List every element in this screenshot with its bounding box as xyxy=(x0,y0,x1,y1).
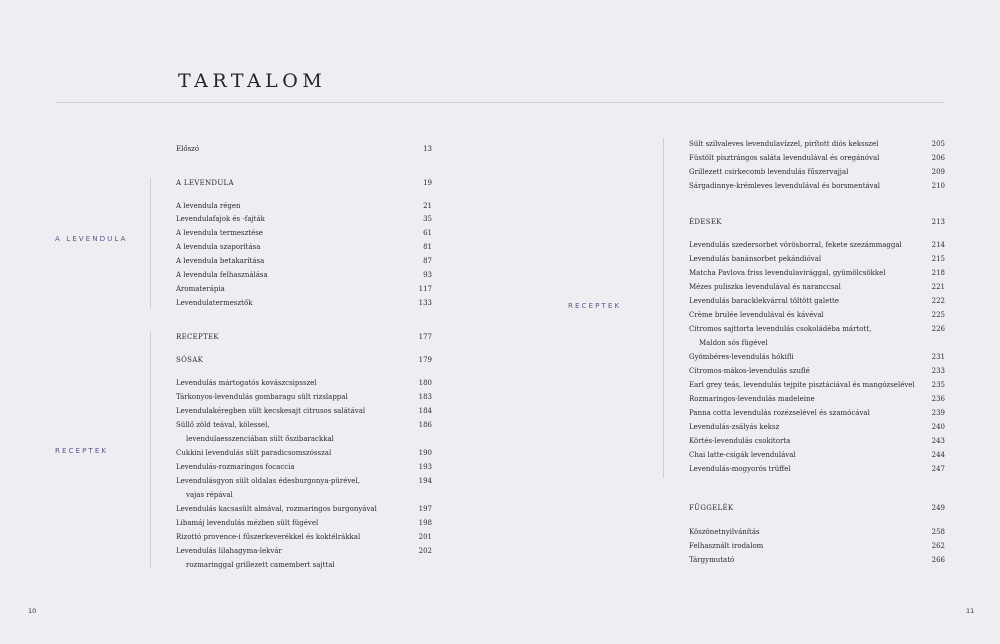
entry-title: Körtés-levendulás csokitorta xyxy=(689,437,791,445)
entry-page: 240 xyxy=(931,423,945,431)
entry-title: rozmaringgal grillezett camembert sajttal xyxy=(186,561,335,569)
entry-title: Tárkonyos-levendulás gombaragu sült rizslappal xyxy=(176,393,348,401)
entry-page: 21 xyxy=(423,202,432,210)
entry-title: Levendulás baracklekvárral töltött galette xyxy=(689,297,839,305)
toc-entry[interactable] xyxy=(176,200,432,212)
entry-title: Levendulafajok és -fajták xyxy=(176,215,265,223)
toc-entry[interactable] xyxy=(176,447,432,459)
toc-entry[interactable] xyxy=(176,405,432,417)
entry-title: Tárgymutató xyxy=(689,556,735,564)
entry-title: Earl grey teás, levendulás tejpite pisztáciával és mangózselével xyxy=(689,381,915,389)
entry-title: A levendula betakarítása xyxy=(176,257,265,265)
entry-page: 231 xyxy=(931,353,945,361)
entry-title: Köszönetnyilvánítás xyxy=(689,528,760,536)
page-number-left: 10 xyxy=(28,607,37,615)
toc-entry[interactable] xyxy=(176,419,432,431)
entry-title: FÜGGELÉK xyxy=(689,504,734,512)
toc-entry[interactable] xyxy=(176,143,432,155)
entry-page: 209 xyxy=(931,168,945,176)
entry-title: Előszó xyxy=(176,145,200,153)
toc-section-heading[interactable] xyxy=(689,502,945,514)
entry-title: Rozmaringos-levendulás madeleine xyxy=(689,395,815,403)
toc-entry[interactable] xyxy=(689,449,945,461)
entry-page: 198 xyxy=(418,519,432,527)
entry-title: Citromos sajttorta levendulás csokoládéba mártott, xyxy=(689,325,872,333)
toc-entry[interactable] xyxy=(176,517,432,529)
entry-page: 266 xyxy=(931,556,945,564)
entry-page: 225 xyxy=(931,311,945,319)
entry-page: 233 xyxy=(931,367,945,375)
entry-title: Levendulás-zsályás keksz xyxy=(689,423,780,431)
toc-subsection-heading[interactable] xyxy=(176,354,432,366)
entry-page: 201 xyxy=(418,533,432,541)
toc-entry[interactable] xyxy=(689,407,945,419)
toc-entry[interactable] xyxy=(689,239,945,251)
entry-title: Grillezett csirkecomb levendulás fűszervajjal xyxy=(689,168,849,176)
toc-entry[interactable] xyxy=(689,435,945,447)
toc-entry[interactable] xyxy=(689,295,945,307)
entry-page: 249 xyxy=(931,504,945,512)
side-label-levendula: A LEVENDULA xyxy=(55,234,128,243)
entry-page: 218 xyxy=(931,269,945,277)
entry-title: Levendulás banánsorbet pekándióval xyxy=(689,255,822,263)
entry-page: 202 xyxy=(418,547,432,555)
entry-page: 61 xyxy=(423,229,432,237)
toc-entry[interactable] xyxy=(689,421,945,433)
toc-entry[interactable] xyxy=(176,475,432,487)
toc-entry[interactable] xyxy=(176,213,432,225)
entry-page: 184 xyxy=(418,407,432,415)
entry-title: ÉDESEK xyxy=(689,218,722,226)
toc-entry[interactable] xyxy=(689,180,945,192)
entry-page: 87 xyxy=(423,257,432,265)
entry-title: levendulaesszenciában sült őszibarackkal xyxy=(186,435,334,443)
toc-entry[interactable] xyxy=(176,255,432,267)
toc-entry[interactable] xyxy=(689,309,945,321)
entry-page: 13 xyxy=(423,145,432,153)
entry-title: A levendula régen xyxy=(176,202,241,210)
entry-title: Levendulásgyon sült oldalas édesburgonya-pürével, xyxy=(176,477,360,485)
entry-page: 93 xyxy=(423,271,432,279)
toc-section-heading[interactable] xyxy=(176,177,432,189)
entry-page: 247 xyxy=(931,465,945,473)
entry-page: 190 xyxy=(418,449,432,457)
toc-entry[interactable] xyxy=(176,377,432,389)
entry-title: Süllő zöld teával, kölessel, xyxy=(176,421,270,429)
entry-title: Füstölt pisztrángos saláta levendulával és oregánóval xyxy=(689,154,880,162)
side-label-receptek-right: RECEPTEK xyxy=(568,301,622,310)
toc-entry[interactable] xyxy=(176,269,432,281)
entry-page: 221 xyxy=(931,283,945,291)
toc-entry[interactable] xyxy=(176,241,432,253)
toc-entry[interactable] xyxy=(689,166,945,178)
toc-entry[interactable] xyxy=(689,554,945,566)
entry-page: 222 xyxy=(931,297,945,305)
entry-title: Sárgadinnye-krémleves levendulával és borsmentával xyxy=(689,182,881,190)
toc-entry[interactable] xyxy=(689,152,945,164)
entry-title: Rizottó provence-i fűszerkeverékkel és koktélrákkal xyxy=(176,533,361,541)
entry-title: Levendulatermesztők xyxy=(176,299,253,307)
toc-entry[interactable] xyxy=(689,351,945,363)
entry-page: 117 xyxy=(418,285,432,293)
entry-page: 244 xyxy=(931,451,945,459)
entry-page: 35 xyxy=(423,215,432,223)
entry-page: 133 xyxy=(418,299,432,307)
entry-title: Cukkini levendulás sült paradicsomszósszal xyxy=(176,449,332,457)
entry-title: Sült szilvaleves levendulavízzel, pirított diós keksszel xyxy=(689,140,879,148)
toc-entry[interactable] xyxy=(176,283,432,295)
section-line-receptek-right xyxy=(663,138,664,478)
entry-page: 193 xyxy=(418,463,432,471)
entry-page: 235 xyxy=(931,381,945,389)
entry-title: vajas répával xyxy=(186,491,233,499)
entry-page: 197 xyxy=(418,505,432,513)
toc-entry[interactable] xyxy=(689,253,945,265)
entry-title: Crème brulée levendulával és kávéval xyxy=(689,311,824,319)
toc-entry[interactable] xyxy=(176,461,432,473)
section-line-levendula xyxy=(150,178,151,308)
toc-entry[interactable] xyxy=(689,526,945,538)
entry-title: Levendulakéregben sült kecskesajt citrusos salátával xyxy=(176,407,366,415)
entry-page: 177 xyxy=(418,333,432,341)
entry-page: 213 xyxy=(931,218,945,226)
entry-title: Mézes puliszka levendulával és naranccsal xyxy=(689,283,841,291)
toc-entry-continuation[interactable] xyxy=(176,559,432,571)
toc-entry[interactable] xyxy=(689,281,945,293)
entry-page: 180 xyxy=(418,379,432,387)
entry-page: 81 xyxy=(423,243,432,251)
side-label-receptek-left: RECEPTEK xyxy=(55,446,109,455)
entry-page: 236 xyxy=(931,395,945,403)
entry-title: Levendulás kacsasült almával, rozmaringos burgonyával xyxy=(176,505,377,513)
entry-page: 179 xyxy=(418,356,432,364)
entry-title: A levendula felhasználása xyxy=(176,271,268,279)
entry-title: Matcha Pavlova friss levendulavirággal, gyümölcsökkel xyxy=(689,269,886,277)
toc-entry[interactable] xyxy=(176,227,432,239)
toc-entry[interactable] xyxy=(689,540,945,552)
page-number-right: 11 xyxy=(966,607,975,615)
entry-title: Citromos-mákos-levendulás szuflé xyxy=(689,367,810,375)
page-title: TARTALOM xyxy=(178,70,327,92)
toc-entry[interactable] xyxy=(176,391,432,403)
entry-page: 215 xyxy=(931,255,945,263)
toc-entry[interactable] xyxy=(689,138,945,150)
entry-page: 214 xyxy=(931,241,945,249)
entry-page: 258 xyxy=(931,528,945,536)
entry-title: Levendulás-rozmaringos focaccia xyxy=(176,463,295,471)
entry-title: Panna cotta levendulás rozézselével és szamócával xyxy=(689,409,870,417)
entry-title: Levendulás szedersorbet vörösborral, fekete szezámmaggal xyxy=(689,241,902,249)
toc-entry[interactable] xyxy=(176,503,432,515)
entry-title: Libamáj levendulás mézben sült fügével xyxy=(176,519,319,527)
toc-entry-continuation[interactable] xyxy=(689,337,945,349)
entry-title: Levendulás mártogatós kovászcsipsszel xyxy=(176,379,317,387)
entry-title: Levendulás lilahagyma-lekvár xyxy=(176,547,282,555)
section-line-receptek-left xyxy=(150,332,151,568)
toc-entry[interactable] xyxy=(689,323,945,335)
toc-entry-continuation[interactable] xyxy=(176,489,432,501)
entry-title: SÓSAK xyxy=(176,356,204,364)
toc-entry[interactable] xyxy=(176,531,432,543)
entry-title: Levendulás-mogyorós trüffel xyxy=(689,465,791,473)
entry-page: 183 xyxy=(418,393,432,401)
toc-left-column xyxy=(176,0,432,644)
toc-entry[interactable] xyxy=(689,365,945,377)
entry-title: Maldon sós fügével xyxy=(699,339,768,347)
toc-entry[interactable] xyxy=(176,545,432,557)
toc-entry-continuation[interactable] xyxy=(176,433,432,445)
entry-title: Felhasznált irodalom xyxy=(689,542,764,550)
entry-title: A levendula szaporítása xyxy=(176,243,261,251)
toc-entry[interactable] xyxy=(176,297,432,309)
entry-title: RECEPTEK xyxy=(176,333,219,341)
entry-page: 186 xyxy=(418,421,432,429)
toc-section-heading[interactable] xyxy=(176,331,432,343)
entry-page: 226 xyxy=(931,325,945,333)
entry-title: A levendula termesztése xyxy=(176,229,263,237)
entry-page: 243 xyxy=(931,437,945,445)
toc-subsection-heading[interactable] xyxy=(689,216,945,228)
toc-entry[interactable] xyxy=(689,267,945,279)
toc-entry[interactable] xyxy=(689,379,945,391)
entry-page: 194 xyxy=(418,477,432,485)
entry-title: Gyömbéres-levendulás hókifli xyxy=(689,353,794,361)
entry-title: Chai latte-csigák levendulával xyxy=(689,451,796,459)
entry-page: 262 xyxy=(931,542,945,550)
entry-page: 239 xyxy=(931,409,945,417)
entry-page: 19 xyxy=(423,179,432,187)
toc-entry[interactable] xyxy=(689,463,945,475)
entry-title: A LEVENDULA xyxy=(176,179,234,187)
entry-page: 205 xyxy=(931,140,945,148)
entry-title: Aromaterápia xyxy=(176,285,225,293)
entry-page: 210 xyxy=(931,182,945,190)
entry-page: 206 xyxy=(931,154,945,162)
toc-right-column xyxy=(689,0,945,644)
toc-entry[interactable] xyxy=(689,393,945,405)
